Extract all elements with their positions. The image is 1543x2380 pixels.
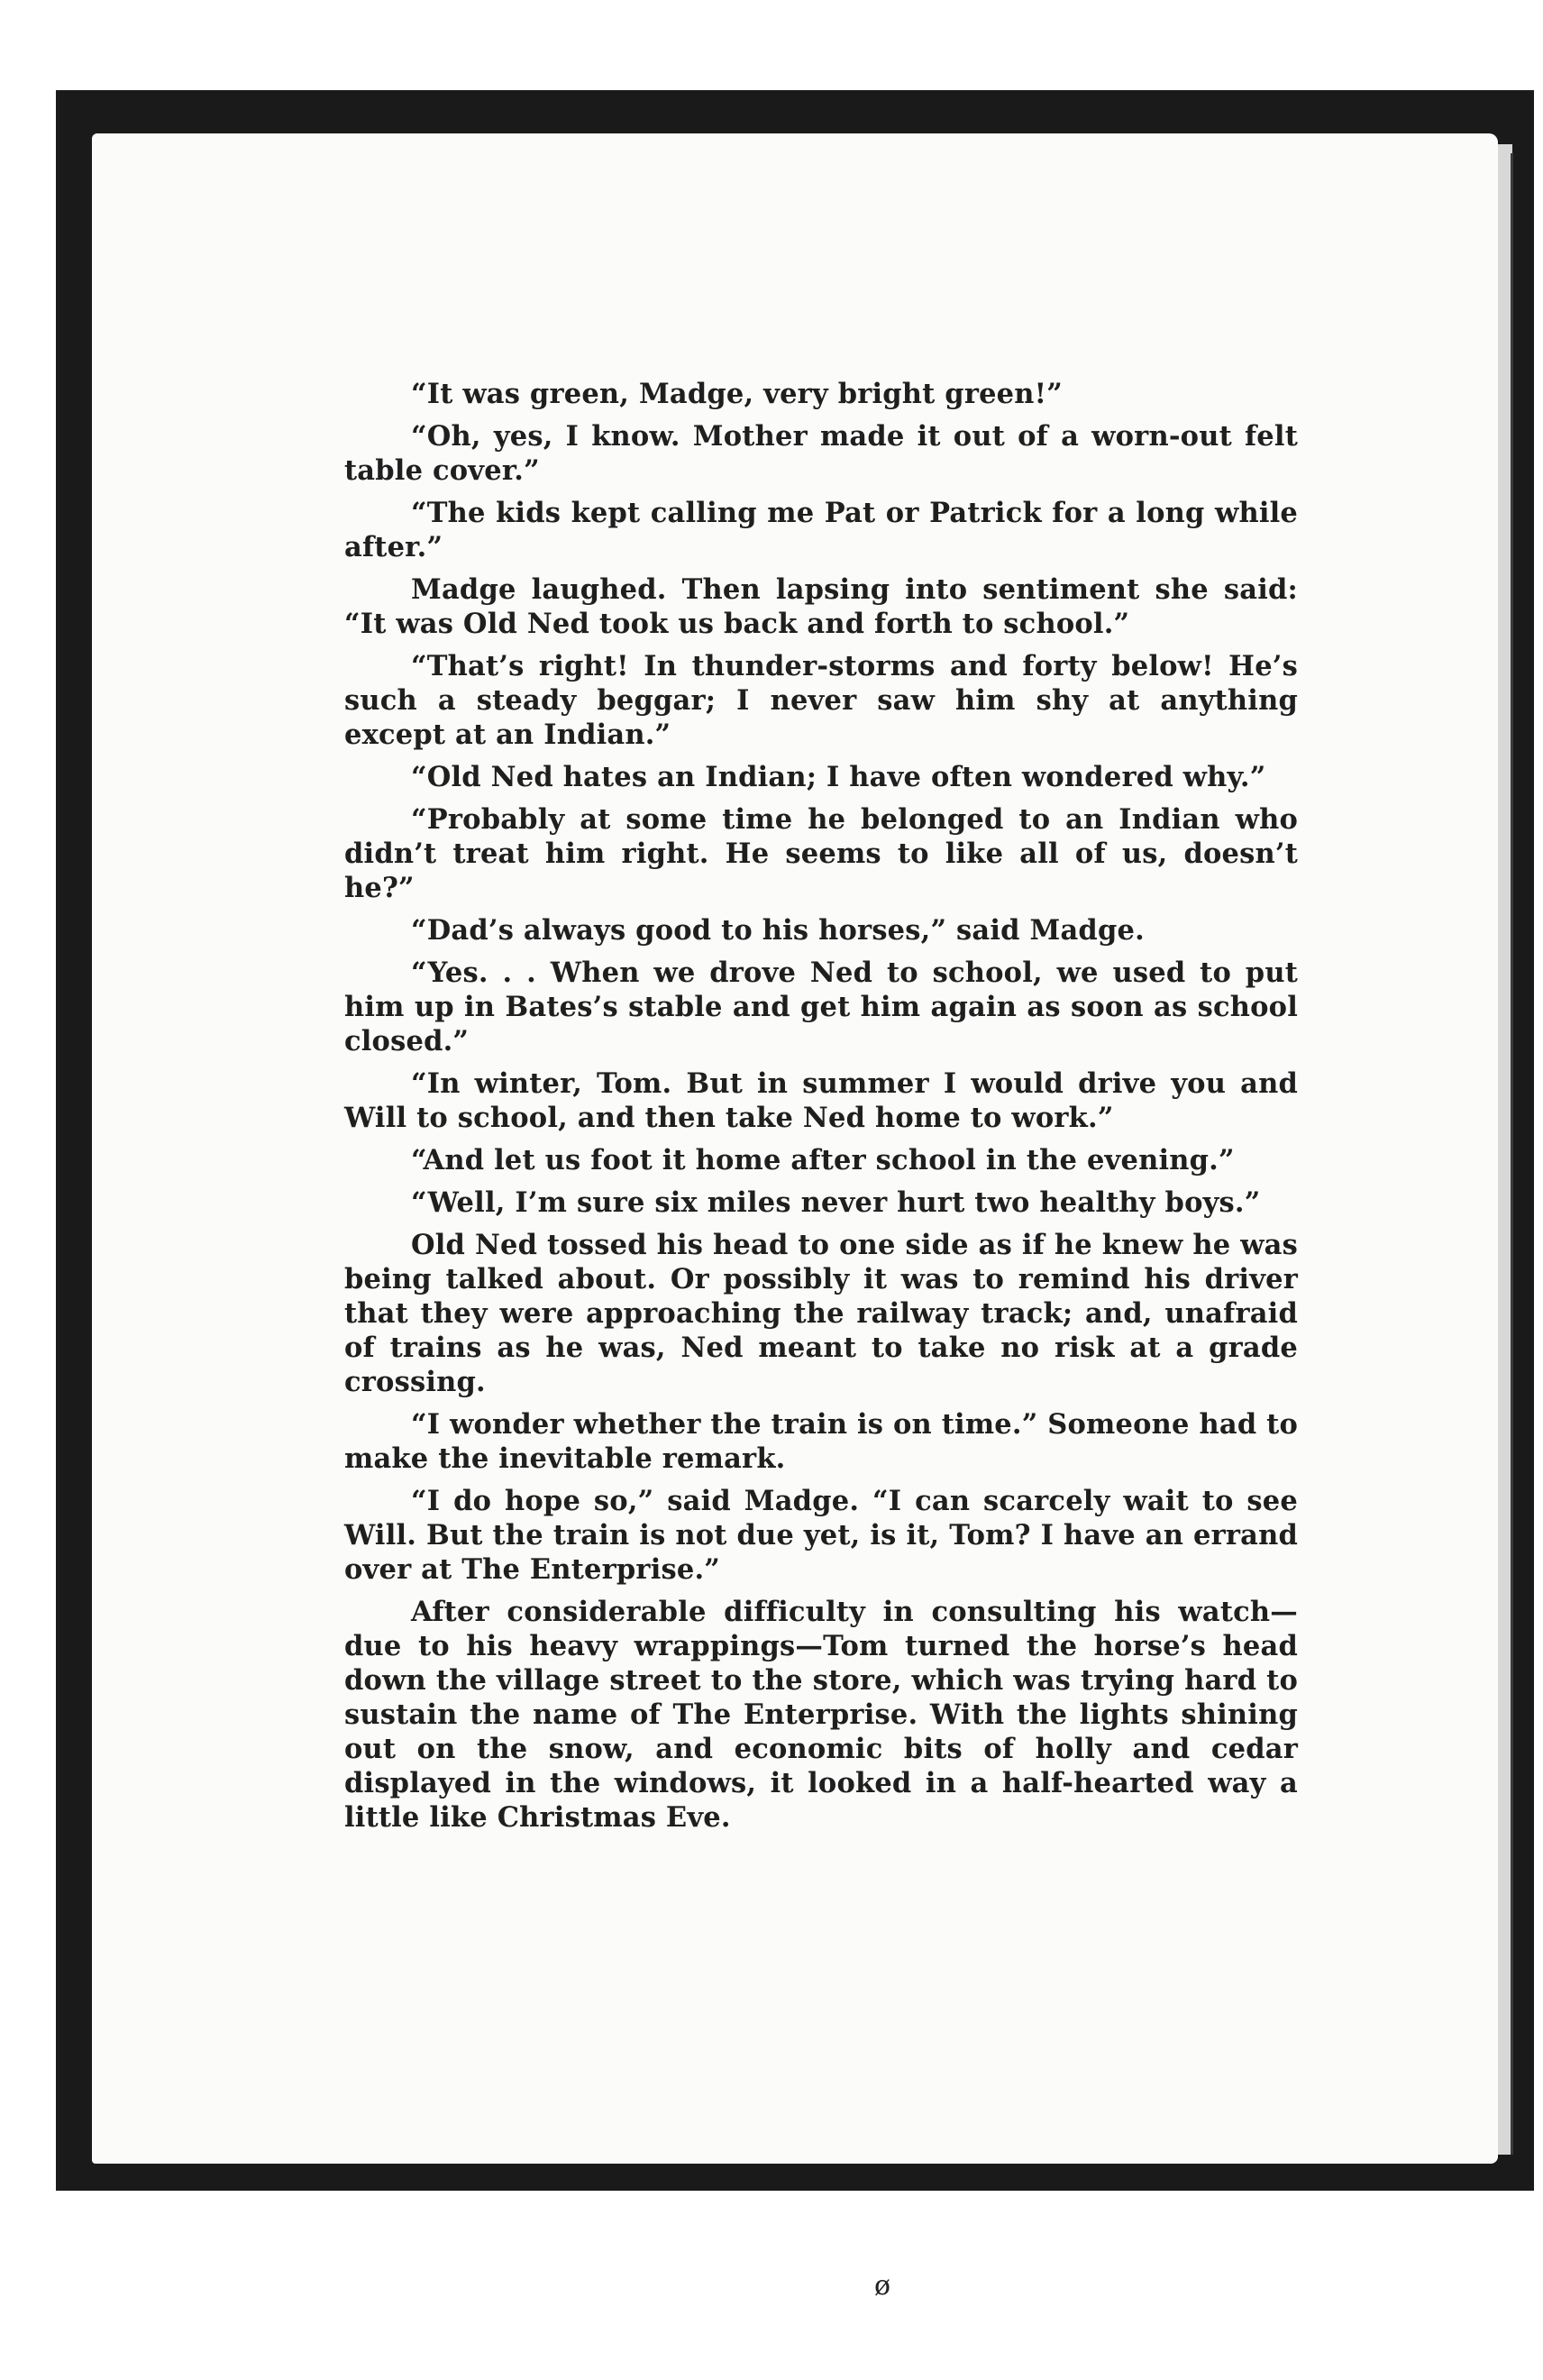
paragraph: “Old Ned hates an Indian; I have often wondered why.” (411, 761, 1266, 793)
body-text (344, 377, 1298, 1843)
paragraph: “It was green, Madge, very bright green!” (411, 378, 1063, 410)
paragraph: “In winter, Tom. But in summer I would drive you and Will to school, and then take Ned home to work.” (344, 1067, 1298, 1134)
paragraph: “Well, I’m sure six miles never hurt two healthy boys.” (411, 1186, 1261, 1219)
page-edge-line (1511, 153, 1513, 2155)
paragraph: “And let us foot it home after school in the evening.” (411, 1144, 1235, 1176)
paragraph: “Yes. . . When we drove Ned to school, we used to put him up in Bates’s stable and get him again as soon as school closed.” (344, 957, 1298, 1057)
paragraph: “The kids kept calling me Pat or Patrick for a long while after.” (344, 497, 1298, 563)
paragraph: “That’s right! In thunder-storms and forty below! He’s such a steady beggar; I never saw him shy at anything except at an Indian.” (344, 650, 1298, 751)
paragraph: “Oh, yes, I know. Mother made it out of a worn-out felt table cover.” (344, 420, 1298, 487)
paragraph: “I do hope so,” said Madge. “I can scarcely wait to see Will. But the train is not due yet, is it, Tom? I have an errand over at The Enterprise.” (344, 1485, 1298, 1586)
paragraph: Old Ned tossed his head to one side as if he knew he was being talked about. Or possibly it was to remind his driver that they were approaching the railway track; and, unafraid of trains as he was, Ned meant to take no risk at a grade crossing. (344, 1229, 1298, 1398)
paragraph: After considerable difficulty in consulting his watch—due to his heavy wrappings—Tom turned the horse’s head down the village street to the store, which was trying hard to sustain the name of The Enterprise. With the lights shining out on the snow, and economic bits of holly and cedar displayed in the windows, it looked in a half-hearted way a little like Christmas Eve. (344, 1596, 1298, 1834)
paragraph: “I wonder whether the train is on time.” Someone had to make the inevitable remark. (344, 1408, 1298, 1475)
paragraph: “Probably at some time he belonged to an Indian who didn’t treat him right. He seems to like all of us, doesn’t he?” (344, 803, 1298, 904)
bottom-mark: ø (874, 2270, 891, 2302)
paragraph: “Dad’s always good to his horses,” said Madge. (411, 914, 1145, 947)
paragraph: Madge laughed. Then lapsing into sentiment she said: “It was Old Ned took us back and forth to school.” (344, 573, 1298, 640)
